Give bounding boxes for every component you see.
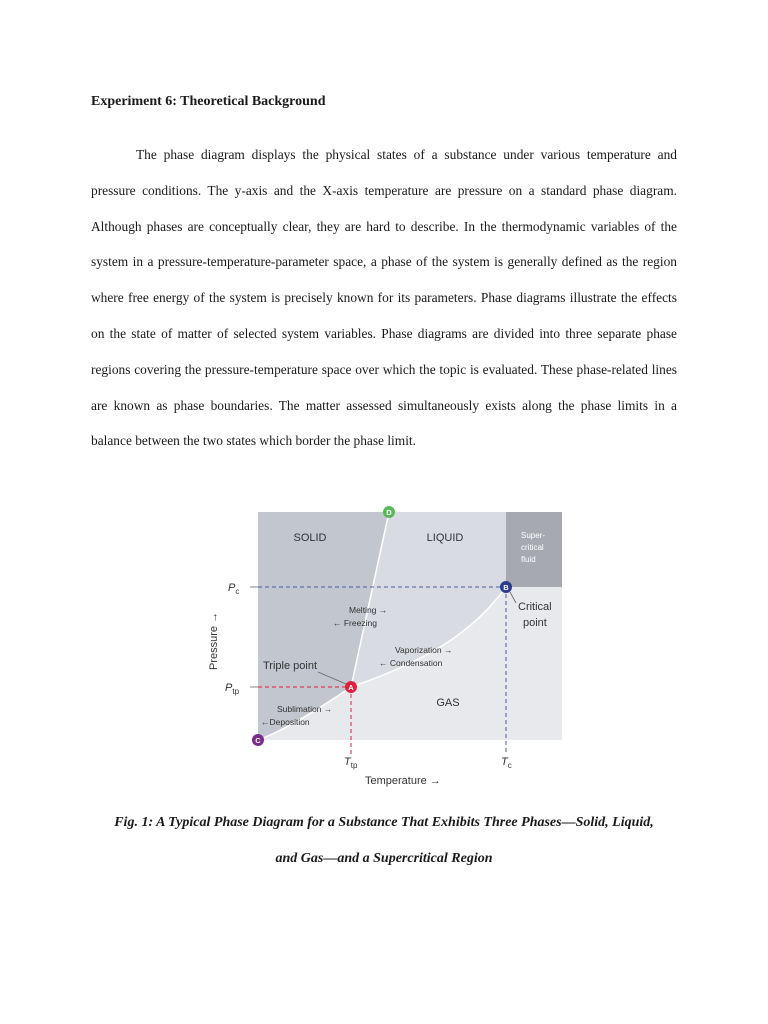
figure-caption-line2: and Gas—and a Supercritical Region	[275, 851, 493, 866]
melting-label: Melting →	[349, 605, 388, 615]
point-b-marker	[500, 581, 512, 593]
point-d-marker	[383, 506, 395, 518]
liquid-label: LIQUID	[426, 532, 464, 544]
point-c-marker	[252, 734, 264, 746]
deposition-label: ←Deposition	[261, 717, 310, 727]
phase-diagram	[190, 500, 580, 800]
sublimation-label: Sublimation →	[277, 704, 333, 714]
ptp-axis-label: $P_{tp}$	[225, 682, 240, 696]
section-heading: Experiment 6: Theoretical Background	[91, 94, 326, 109]
vaporization-label: Vaporization →	[395, 645, 453, 655]
svg-text:B: B	[503, 583, 509, 592]
svg-text:A: A	[348, 683, 354, 692]
ttp-axis-label: $T_{tp}$	[344, 756, 358, 770]
x-axis-label: Temperature →	[365, 775, 441, 787]
triple-point-label: Triple point	[263, 660, 318, 672]
supercritical-label-line1: Super-	[521, 531, 546, 540]
pc-axis-label: $P_c$	[228, 582, 240, 596]
supercritical-label-line3: fluid	[521, 555, 536, 564]
phase-diagram-figure	[190, 500, 580, 800]
tc-axis-label: $T_c$	[501, 756, 512, 770]
solid-label: SOLID	[293, 532, 327, 544]
body-paragraph: The phase diagram displays the physical states of a substance under various temperature and pressure conditions. The y-axis and the X-axis temperature are pressure on a standard phase diagram. Although phases are conceptually clear, they are hard to describe. In the thermodynamic variables of the system in a pressure-temperature-parameter space, a phase of the system is generally defined as the region where free energy of the system is precisely known for its parameters. Phase diagrams illustrate the effects on the state of matter of selected system variables. Phase diagrams are divided into three separate phase regions covering the pressure-temperature space over which the topic is evaluated. These phase-related lines are known as phase boundaries. The matter assessed simultaneously exists along the phase limits in a balance between the two states which border the phase limit.	[91, 147, 677, 449]
condensation-label: ← Condensation	[379, 658, 443, 668]
supercritical-label-line2: critical	[521, 543, 544, 552]
point-a-marker	[345, 681, 357, 693]
gas-label: GAS	[436, 697, 460, 709]
svg-text:D: D	[386, 508, 392, 517]
svg-text:C: C	[255, 736, 261, 745]
y-axis-label: Pressure →	[208, 611, 220, 670]
figure-caption-line1: Fig. 1: A Typical Phase Diagram for a Substance That Exhibits Three Phases—Solid, Liquid,	[114, 815, 654, 830]
critical-point-label-line2: point	[523, 617, 547, 629]
freezing-label: ← Freezing	[333, 618, 377, 628]
critical-point-label-line1: Critical	[518, 601, 552, 613]
